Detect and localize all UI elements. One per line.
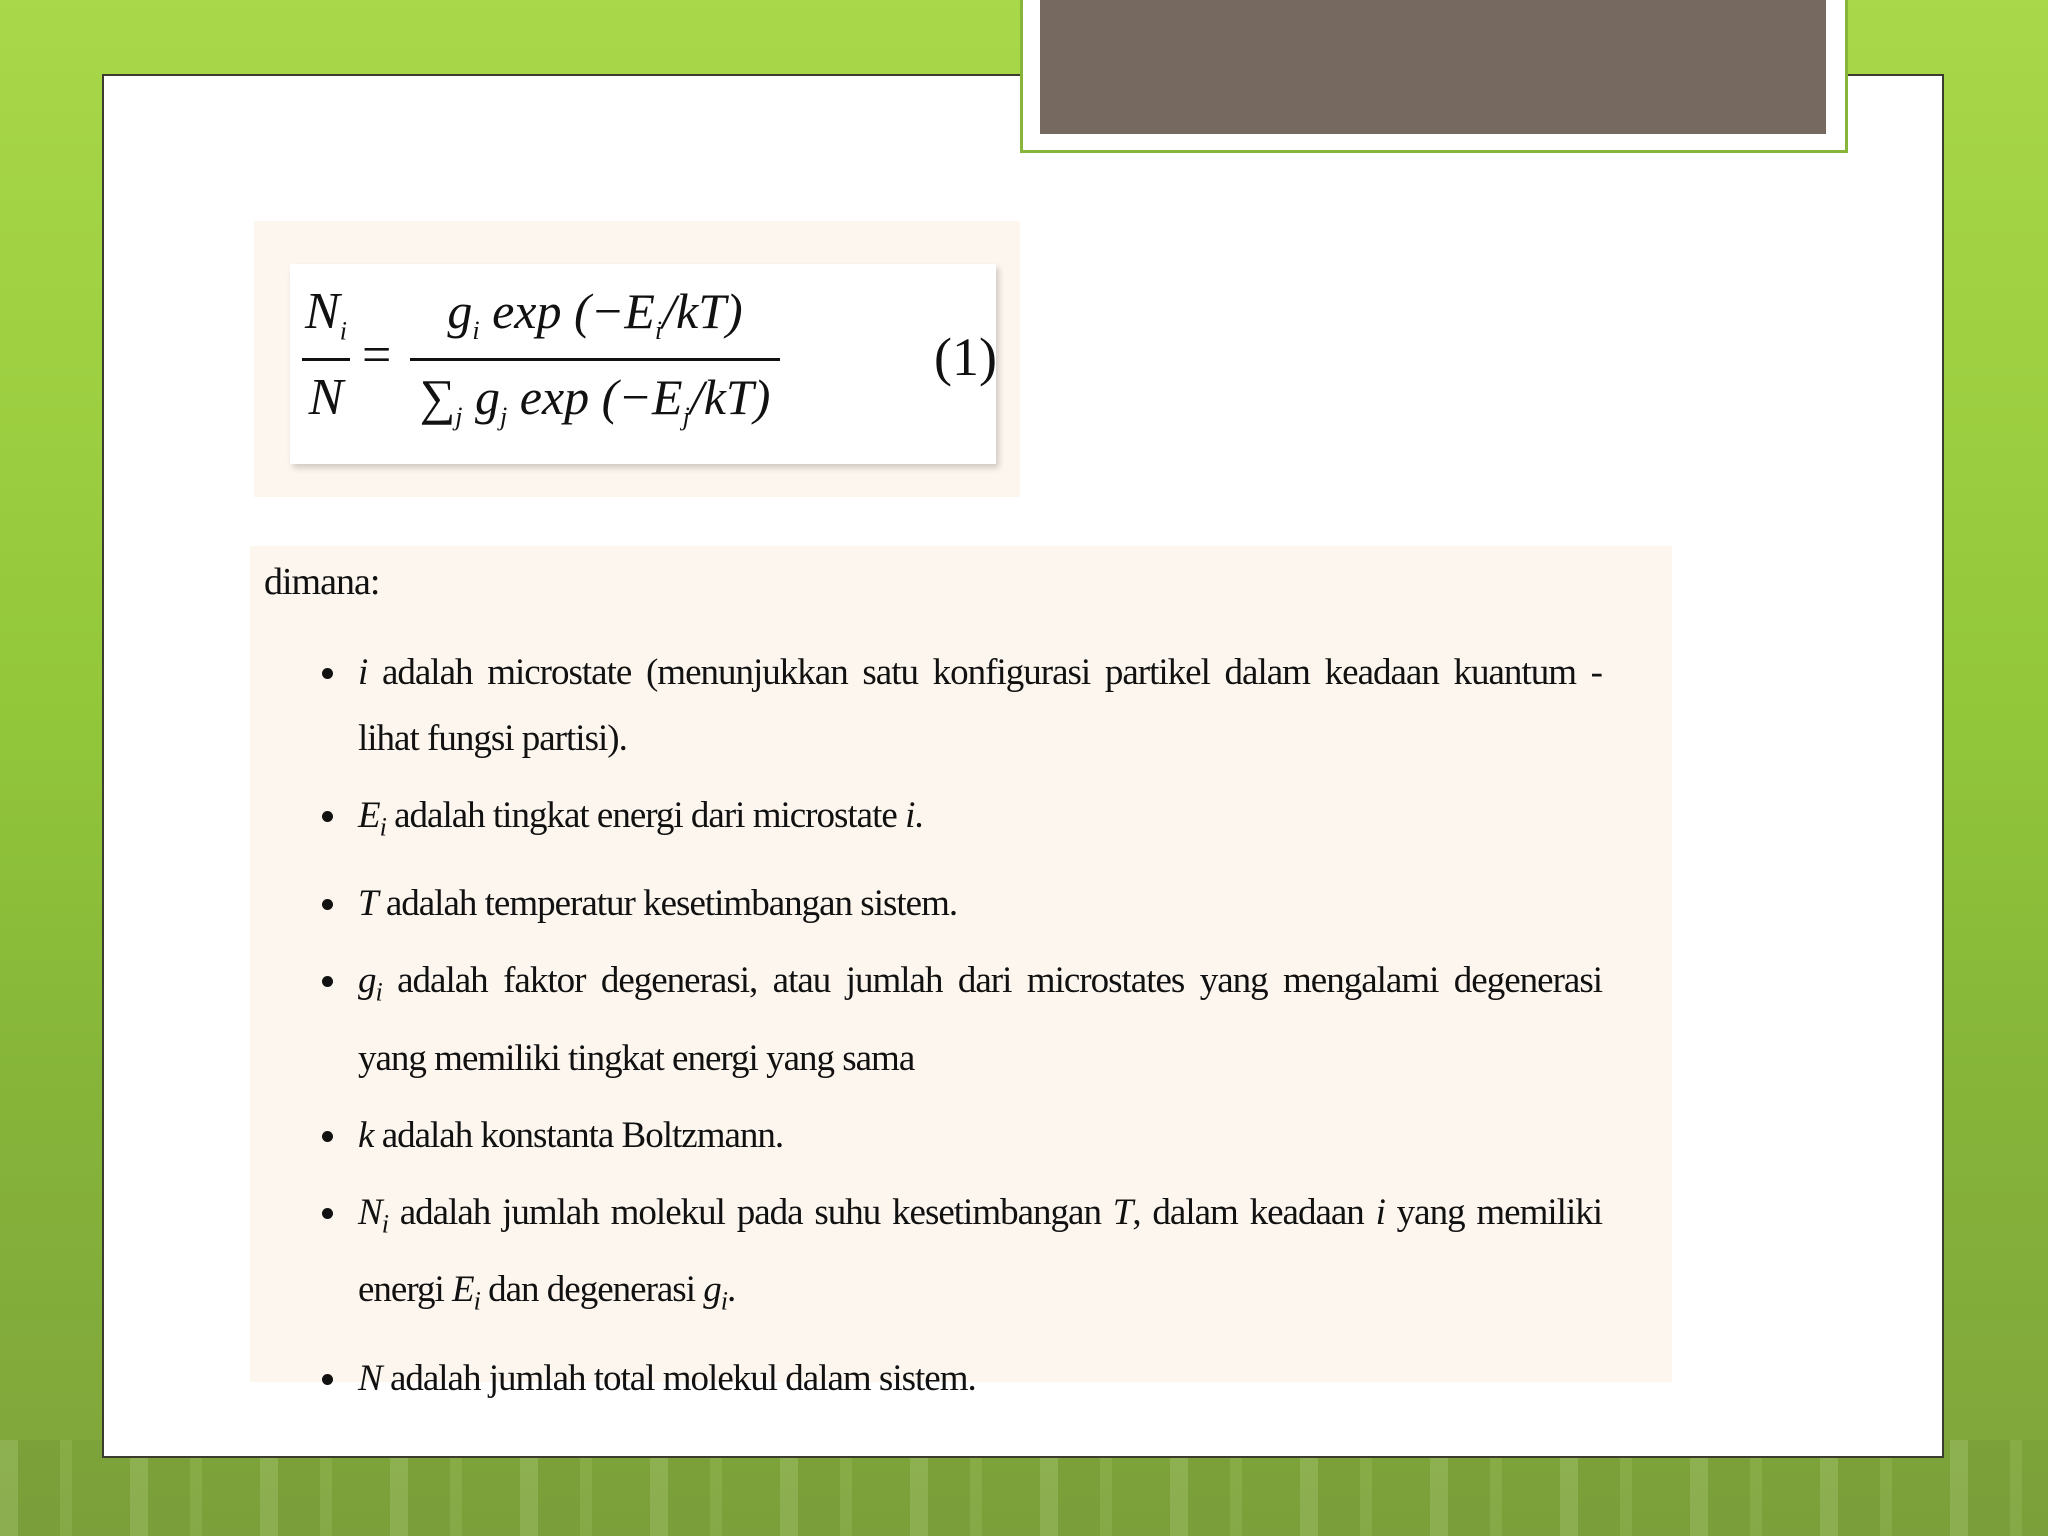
bullet-icon: [322, 1208, 333, 1219]
equation-number: (1): [934, 327, 997, 387]
bullet-icon: [322, 668, 333, 679]
fraction-bar: [410, 358, 780, 361]
equation-image: [290, 264, 996, 464]
equals-sign: =: [362, 327, 392, 384]
lhs-fraction: [302, 282, 350, 442]
bullet-icon: [322, 976, 333, 987]
list-item: T adalah temperatur kesetimbangan sistem.: [322, 871, 1602, 937]
list-item: $g_i$ adalah faktor degenerasi, atau jumlah dari microstates yang mengalami degenerasi yang memiliki tingkat energi yang sama: [322, 948, 1602, 1091]
list-item: k adalah konstanta Boltzmann.: [322, 1103, 1602, 1169]
list-item: $N_i$ adalah jumlah molekul pada suhu kesetimbangan T, dalam keadaan i yang memiliki energi $E_i$ dan degenerasi $g_i$.: [322, 1180, 1602, 1335]
fraction-bar: [302, 358, 350, 361]
bullet-icon: [322, 899, 333, 910]
bullet-icon: [322, 1374, 333, 1385]
bullet-icon: [322, 1131, 333, 1142]
lhs-numerator-sub: i: [339, 316, 347, 346]
definitions-intro: dimana:: [264, 561, 380, 603]
list-item: i adalah microstate (menunjukkan satu konfigurasi partikel dalam keadaan kuantum - lihat fungsi partisi).: [322, 640, 1602, 772]
lhs-denominator: N: [308, 369, 344, 426]
rhs-denominator: $\sum_j$ $g_j$ $\exp (-E_j/kT)$: [419, 369, 771, 431]
title-placeholder-box: [1040, 0, 1826, 134]
lhs-numerator: N: [305, 283, 340, 340]
list-item: $E_i$ adalah tingkat energi dari microstate i.: [322, 783, 1602, 860]
rhs-fraction: [410, 282, 780, 442]
list-item: N adalah jumlah total molekul dalam sistem.: [322, 1346, 1602, 1412]
rhs-numerator: $g_i$ $\exp (-E_i/kT)$: [447, 283, 743, 345]
definitions-list: [322, 640, 1602, 1423]
bullet-icon: [322, 811, 333, 822]
